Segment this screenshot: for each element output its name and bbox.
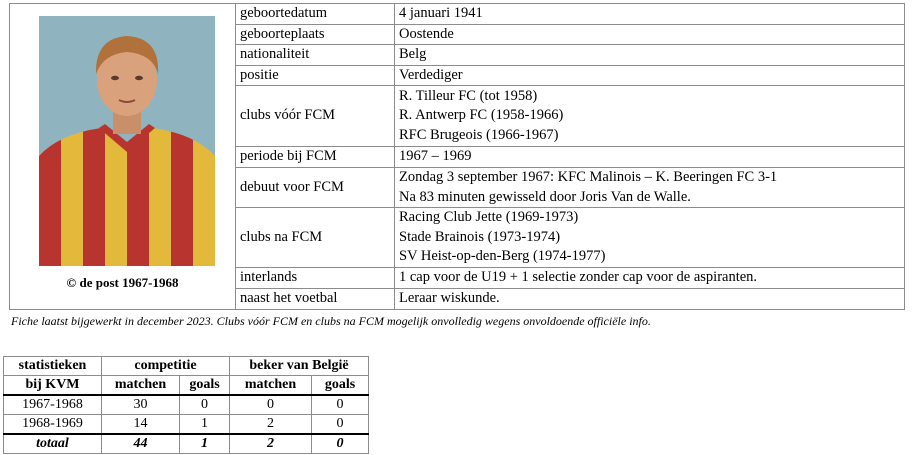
player-fiche-table <box>9 3 905 310</box>
value-geboortedatum: 4 januari 1941 <box>395 4 905 25</box>
value-clubs-na <box>395 208 905 268</box>
label-geboortedatum: geboortedatum <box>236 4 395 25</box>
label-periode: periode bij FCM <box>236 147 395 168</box>
comp-goals-cell: 0 <box>180 395 230 415</box>
comp-goals-cell: 1 <box>180 415 230 435</box>
comp-matchen-cell: 30 <box>102 395 180 415</box>
value-debuut <box>395 168 905 208</box>
total-label: totaal <box>4 434 102 454</box>
season-cell: 1967-1968 <box>4 395 102 415</box>
statistics-table <box>3 356 369 454</box>
beker-goals-cell: 0 <box>312 415 369 435</box>
stats-header-beker-goals: goals <box>312 376 369 396</box>
label-debuut: debuut voor FCM <box>236 168 395 208</box>
value-interlands: 1 cap voor de U19 + 1 selectie zonder cap voor de aspiranten. <box>395 268 905 289</box>
beker-goals-cell: 0 <box>312 395 369 415</box>
club-na-line: Racing Club Jette (1969-1973) <box>399 209 579 226</box>
label-naast-voetbal: naast het voetbal <box>236 289 395 310</box>
table-row <box>4 415 369 435</box>
value-periode: 1967 – 1969 <box>395 147 905 168</box>
stats-header-comp-goals: goals <box>180 376 230 396</box>
beker-matchen-cell: 2 <box>230 415 312 435</box>
total-comp-matchen: 44 <box>102 434 180 454</box>
label-positie: positie <box>236 65 395 86</box>
value-clubs-voor <box>395 86 905 147</box>
value-positie: Verdediger <box>395 65 905 86</box>
value-geboorteplaats: Oostende <box>395 24 905 45</box>
photo-cell <box>10 4 236 310</box>
season-cell: 1968-1969 <box>4 415 102 435</box>
stats-header-stat: statistieken <box>4 357 102 376</box>
label-clubs-voor: clubs vóór FCM <box>236 86 395 147</box>
photo-caption: © de post 1967-1968 <box>66 275 179 290</box>
total-beker-matchen: 2 <box>230 434 312 454</box>
debuut-line: Na 83 minuten gewisseld door Joris Van de Walle. <box>399 188 691 205</box>
label-interlands: interlands <box>236 268 395 289</box>
debuut-line: Zondag 3 september 1967: KFC Malinois – K. Beeringen FC 3-1 <box>399 169 778 185</box>
club-voor-line: RFC Brugeois (1966-1967) <box>399 126 559 143</box>
update-note: Fiche laatst bijgewerkt in december 2023. Clubs vóór FCM en clubs na FCM mogelijk onvolledig wegens onvoldoende officiële info. <box>11 314 651 328</box>
club-voor-line: R. Antwerp FC (1958-1966) <box>399 107 564 124</box>
club-na-line: SV Heist-op-den-Berg (1974-1977) <box>399 248 606 265</box>
value-nationaliteit: Belg <box>395 45 905 66</box>
stats-header-competitie: competitie <box>102 357 230 376</box>
stats-header-beker-matchen: matchen <box>230 376 312 396</box>
total-row <box>4 434 369 454</box>
comp-matchen-cell: 14 <box>102 415 180 435</box>
club-voor-line: R. Tilleur FC (tot 1958) <box>399 87 538 104</box>
stats-header-comp-matchen: matchen <box>102 376 180 396</box>
club-na-line: Stade Brainois (1973-1974) <box>399 228 561 245</box>
value-naast-voetbal: Leraar wiskunde. <box>395 289 905 310</box>
label-clubs-na: clubs na FCM <box>236 208 395 268</box>
label-geboorteplaats: geboorteplaats <box>236 24 395 45</box>
table-row <box>4 395 369 415</box>
beker-matchen-cell: 0 <box>230 395 312 415</box>
total-beker-goals: 0 <box>312 434 369 454</box>
label-nationaliteit: nationaliteit <box>236 45 395 66</box>
player-photo <box>39 16 215 266</box>
stats-header-bij-kvm: bij KVM <box>4 376 102 396</box>
total-comp-goals: 1 <box>180 434 230 454</box>
stats-header-beker: beker van België <box>230 357 369 376</box>
